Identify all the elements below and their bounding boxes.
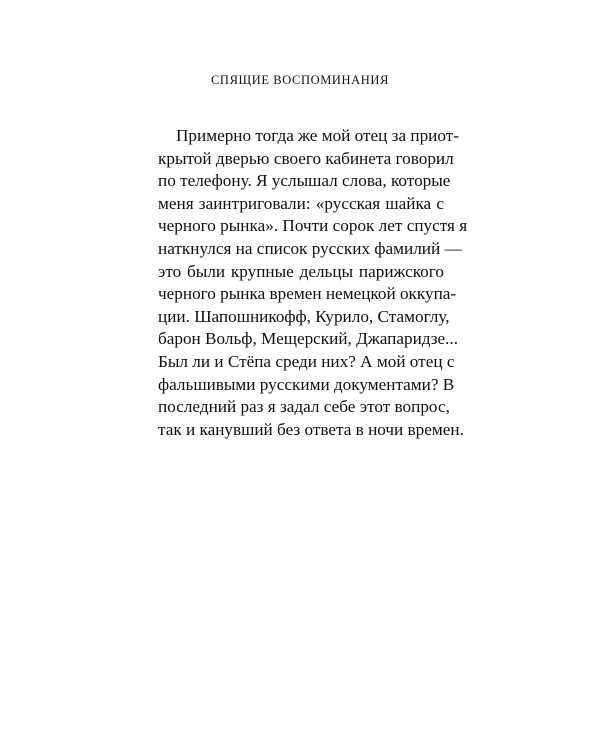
paragraph-line: барон Вольф, Мещерский, Джапаридзе... [158, 329, 459, 349]
paragraph-line: меня заинтриговали: «русская шайка с [158, 193, 444, 213]
paragraph-line: по телефону. Я услышал слова, которые [158, 171, 451, 191]
body-paragraph [158, 125, 468, 441]
running-head: СПЯЩИЕ ВОСПОМИНАНИЯ [211, 73, 389, 87]
paragraph-line: последний раз я задал себе этот вопрос, [158, 397, 450, 417]
paragraph-line: фальшивыми русскими документами? В [158, 374, 455, 394]
paragraph-line: крытой дверью своего кабинета говорил [158, 148, 454, 168]
paragraph-line: ции. Шапошникофф, Курило, Стамоглу, [158, 306, 450, 326]
paragraph-line: Примерно тогда же мой отец за приот- [176, 126, 459, 145]
paragraph-line: Был ли и Стёпа среди них? А мой отец с [158, 351, 455, 371]
paragraph-line: это были крупные дельцы парижского [158, 261, 444, 281]
paragraph-line: так и канувший без ответа в ночи времен. [158, 419, 464, 439]
paragraph-line: черного рынка времен немецкой оккупа- [158, 284, 457, 304]
paragraph-line: черного рынка». Почти сорок лет спустя я [158, 216, 468, 236]
paragraph-line: наткнулся на список русских фамилий — [158, 238, 462, 258]
